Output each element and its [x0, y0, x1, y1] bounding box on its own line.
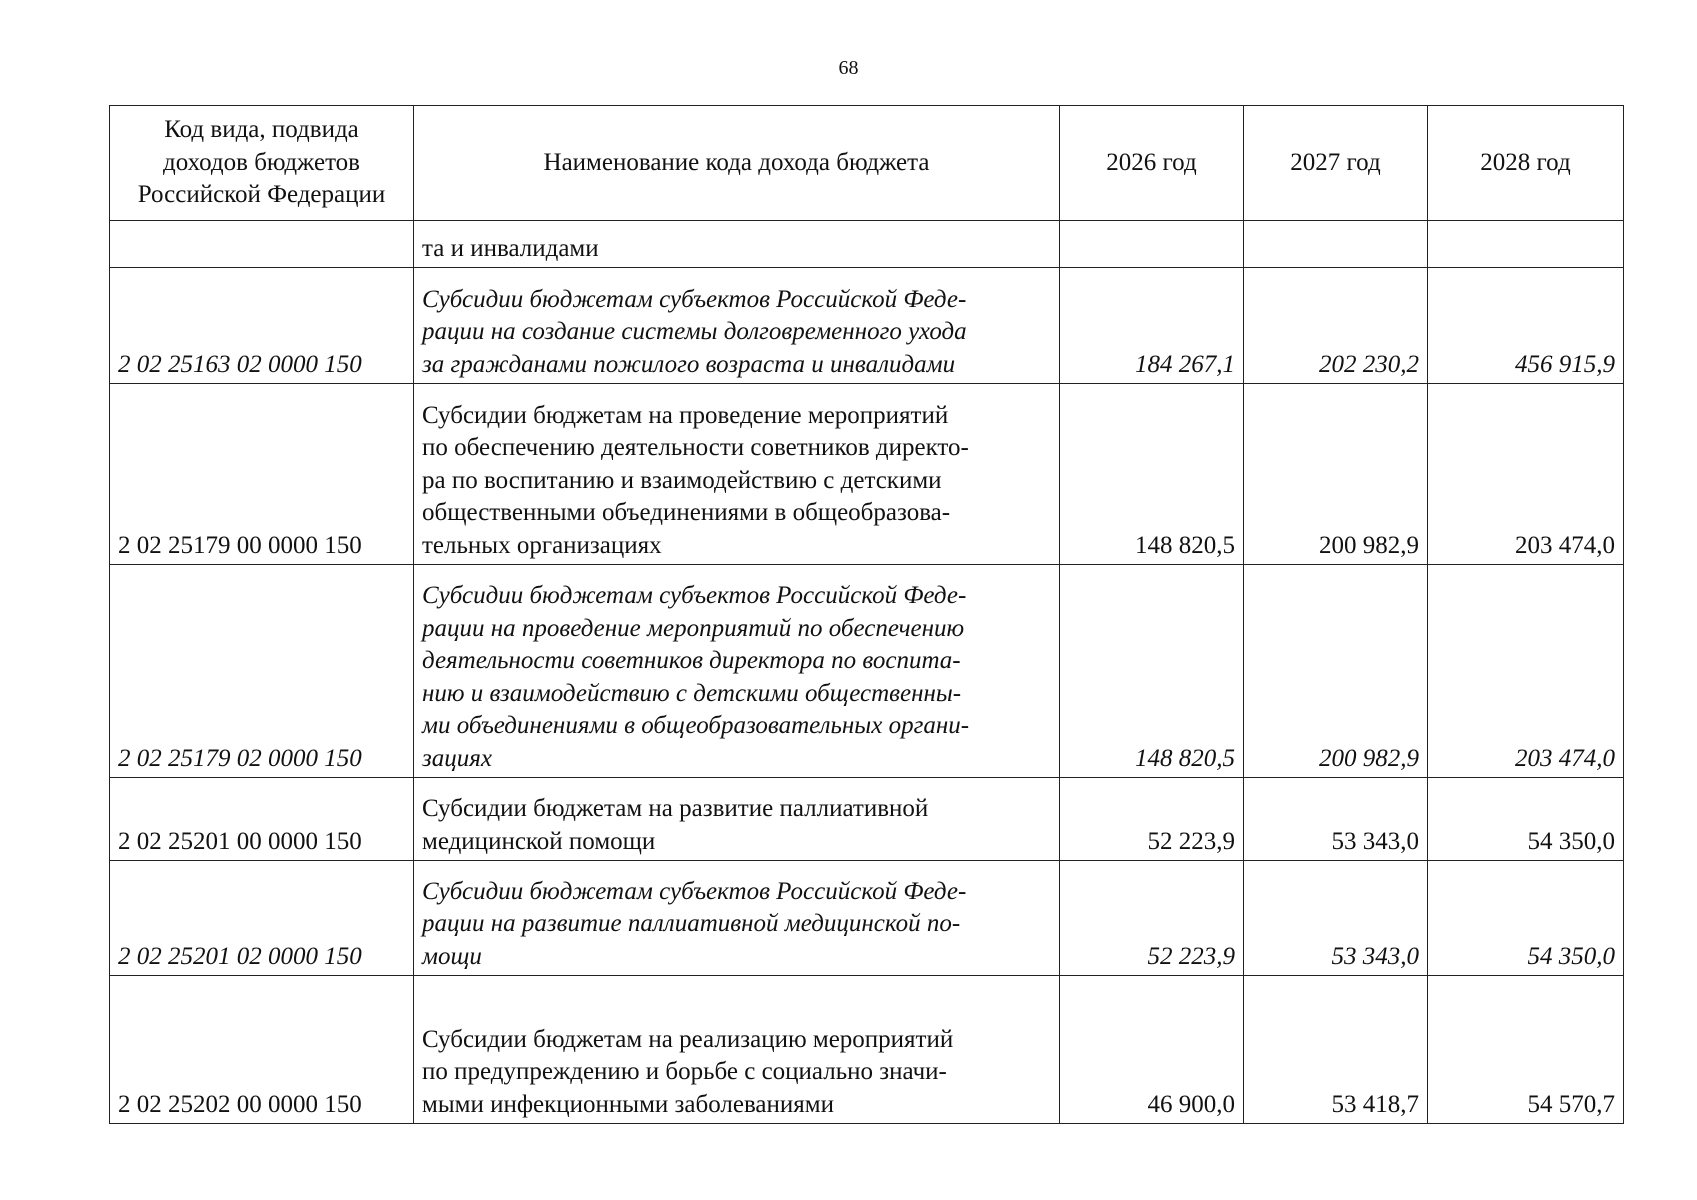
row-name: Субсидии бюджетам на реализацию мероприятий по предупреждению и борьбе с социально значи- мыми инфекционными заболеваниями: [414, 976, 1060, 1124]
value-2028: [1428, 221, 1624, 268]
value-2028: 54 350,0: [1428, 861, 1624, 976]
header-2028: 2028 год: [1428, 106, 1624, 221]
row-name: Субсидии бюджетам субъектов Российской Феде- рации на создание системы долговременного ухода за гражданами пожилого возраста и инвалидами: [414, 268, 1060, 384]
row-name: та и инвалидами: [414, 221, 1060, 268]
value-2026: 52 223,9: [1060, 778, 1244, 861]
value-2027: 53 343,0: [1244, 861, 1428, 976]
row-code: 2 02 25201 02 0000 150: [110, 861, 414, 976]
value-2027: 200 982,9: [1244, 565, 1428, 778]
row-name: Субсидии бюджетам субъектов Российской Феде- рации на развитие паллиативной медицинской по- мощи: [414, 861, 1060, 976]
value-2026: 46 900,0: [1060, 976, 1244, 1124]
value-2026: 148 820,5: [1060, 384, 1244, 565]
value-2028: 203 474,0: [1428, 565, 1624, 778]
value-2026: 184 267,1: [1060, 268, 1244, 384]
value-2027: 200 982,9: [1244, 384, 1428, 565]
value-2028: 54 570,7: [1428, 976, 1624, 1124]
table-row: [110, 268, 1624, 384]
table-row: [110, 384, 1624, 565]
table-header-row: [110, 106, 1624, 221]
revenue-table: [109, 105, 1624, 1124]
row-code: 2 02 25163 02 0000 150: [110, 268, 414, 384]
header-2026: 2026 год: [1060, 106, 1244, 221]
table-row: [110, 565, 1624, 778]
table-row: [110, 976, 1624, 1124]
value-2028: 203 474,0: [1428, 384, 1624, 565]
table-row: [110, 221, 1624, 268]
value-2028: 456 915,9: [1428, 268, 1624, 384]
value-2027: [1244, 221, 1428, 268]
value-2027: 53 343,0: [1244, 778, 1428, 861]
row-code: 2 02 25179 00 0000 150: [110, 384, 414, 565]
value-2027: 202 230,2: [1244, 268, 1428, 384]
value-2027: 53 418,7: [1244, 976, 1428, 1124]
header-code: Код вида, подвида доходов бюджетов Российской Федерации: [110, 106, 414, 221]
value-2028: 54 350,0: [1428, 778, 1624, 861]
value-2026: 52 223,9: [1060, 861, 1244, 976]
row-code: 2 02 25202 00 0000 150: [110, 976, 414, 1124]
header-name: Наименование кода дохода бюджета: [414, 106, 1060, 221]
row-code: 2 02 25201 00 0000 150: [110, 778, 414, 861]
row-name: Субсидии бюджетам на проведение мероприятий по обеспечению деятельности советников директо- ра по воспитанию и взаимодействию с детскими общественными объединениями в общеобразова- тельных организациях: [414, 384, 1060, 565]
table-row: [110, 778, 1624, 861]
table-row: [110, 861, 1624, 976]
value-2026: 148 820,5: [1060, 565, 1244, 778]
header-2027: 2027 год: [1244, 106, 1428, 221]
row-code: [110, 221, 414, 268]
row-name: Субсидии бюджетам субъектов Российской Феде- рации на проведение мероприятий по обеспечению деятельности советников директора по воспита- нию и взаимодействию с детскими общественны- ми объединениями в общеобразовательных органи- зациях: [414, 565, 1060, 778]
value-2026: [1060, 221, 1244, 268]
row-code: 2 02 25179 02 0000 150: [110, 565, 414, 778]
row-name: Субсидии бюджетам на развитие паллиативной медицинской помощи: [414, 778, 1060, 861]
page-number: 68: [838, 57, 859, 79]
